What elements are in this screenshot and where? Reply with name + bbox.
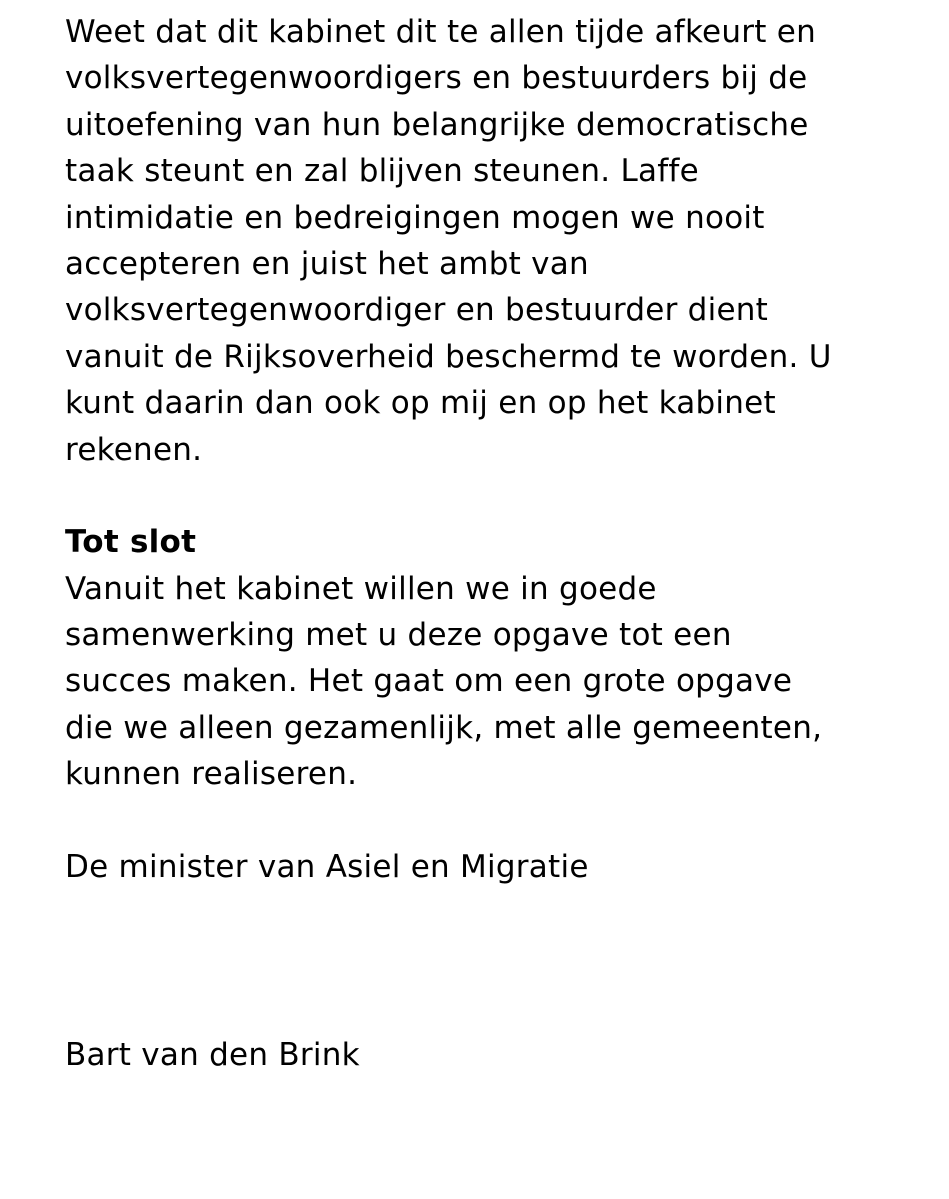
signature-space bbox=[65, 890, 925, 1032]
letter-page bbox=[65, 9, 925, 1079]
cropped-text-remnant bbox=[178, 0, 438, 3]
paragraph-line: rekenen. bbox=[65, 431, 203, 468]
spacer bbox=[65, 798, 925, 844]
paragraph-1 bbox=[65, 9, 925, 473]
paragraph-line: succes maken. Het gaat om een grote opgave bbox=[65, 663, 793, 700]
spacer bbox=[65, 473, 925, 519]
paragraph-line: volksvertegenwoordigers en bestuurders bij de bbox=[65, 60, 808, 97]
paragraph-line: uitoefening van hun belangrijke democratische bbox=[65, 106, 809, 143]
paragraph-line: vanuit de Rijksoverheid beschermd te worden. U bbox=[65, 338, 832, 375]
closing-title: De minister van Asiel en Migratie bbox=[65, 849, 589, 886]
paragraph-2 bbox=[65, 566, 925, 798]
paragraph-line: volksvertegenwoordiger en bestuurder dient bbox=[65, 292, 769, 329]
paragraph-line: die we alleen gezamenlijk, met alle gemeenten, bbox=[65, 709, 823, 746]
paragraph-line: intimidatie en bedreigingen mogen we nooit bbox=[65, 199, 765, 236]
paragraph-line: taak steunt en zal blijven steunen. Laffe bbox=[65, 153, 699, 190]
paragraph-line: Weet dat dit kabinet dit te allen tijde afkeurt en bbox=[65, 14, 817, 50]
paragraph-line: samenwerking met u deze opgave tot een bbox=[65, 617, 732, 654]
paragraph-line: accepteren en juist het ambt van bbox=[65, 245, 589, 282]
signatory-name: Bart van den Brink bbox=[65, 1037, 360, 1074]
paragraph-line: kunnen realiseren. bbox=[65, 756, 358, 793]
section-heading: Tot slot bbox=[65, 524, 197, 561]
paragraph-line: Vanuit het kabinet willen we in goede bbox=[65, 570, 657, 607]
paragraph-line: kunt daarin dan ook op mij en op het kabinet bbox=[65, 385, 776, 422]
